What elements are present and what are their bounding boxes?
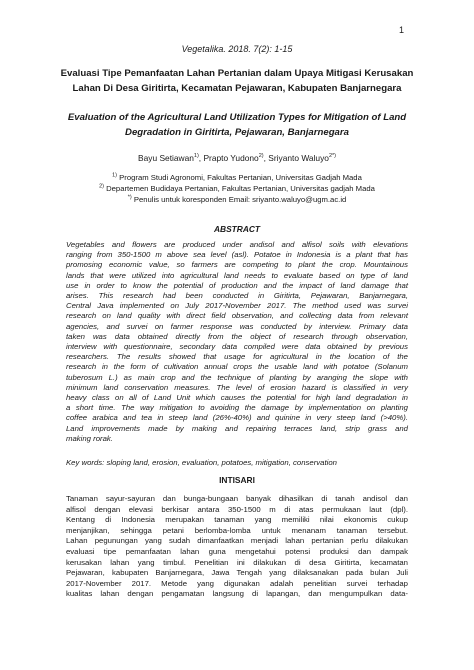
- author-list: Bayu Setiawan$^{1)}$, Prapto Yudono$^{2)}$, Sriyanto Waluyo$^{2*)}$: [138, 153, 336, 163]
- author-superscript: 2): [258, 153, 264, 160]
- affiliation-text: Departemen Budidaya Pertanian, Fakultas Pertanian, Universitas gadjah Mada: [106, 184, 375, 193]
- author-name: Bayu Setiawan: [138, 153, 194, 163]
- paragraph-line: menjanjikan, sehingga petani berlomba-lomba untuk menanam tanaman tersebut.: [66, 525, 408, 535]
- paragraph-line: tuberosum L.) as main crop and the technique of planting by aranging the slope with: [66, 372, 408, 382]
- keywords: Key words: sloping land, erosion, evaluation, potatoes, mitigation, conservation: [66, 458, 337, 467]
- paragraph-line: research on land quality with direct field observation, and collecting data from relevant: [66, 311, 408, 321]
- paragraph-line: Vegetables and flowers are produced under andisol and alfisol soils with elevations: [66, 240, 408, 249]
- intisari-body: [66, 494, 408, 600]
- abstract-heading: ABSTRACT: [213, 224, 261, 234]
- title-line: Degradation in Giritirta, Pejawaran, Banjarnegara: [125, 127, 349, 138]
- affiliation-line: [0, 194, 474, 205]
- affiliation-superscript: *): [127, 194, 132, 201]
- paragraph-line: evaluasi tipe pemanfaatan lahan guna mengetahui potensi produksi dan dampak: [66, 546, 408, 556]
- affiliation-line: [0, 172, 474, 183]
- paragraph-line: kualitas lahan dengan pengamatan langsung di lapangan, dan mengumpulkan data-: [66, 589, 408, 599]
- title-line: Lahan Di Desa Giritirta, Kecamatan Pejawaran, Kabupaten Banjarnegara: [72, 83, 402, 94]
- paragraph-line: arises. This research had been conducted in Giritirta, Pejawaran, Banjarnegara,: [66, 291, 408, 301]
- affiliation-superscript: 2): [99, 183, 104, 190]
- paragraph-line: researchers. The results showed that usage for agricultural in the location of the: [66, 352, 408, 362]
- paragraph-line: heavy class on all of Land Unit which causes the potential for high land degradation in: [66, 393, 408, 403]
- paragraph-line: coffee arabica and tea in steep land (26%-40%) and quinine in very steep land (>40%).: [66, 413, 408, 423]
- paragraph-line: Kentang di Indonesia merupakan tanaman yang memiliki nilai ekonomis cukup: [66, 515, 408, 525]
- affiliations: [0, 172, 474, 205]
- paragraph-line: taken was data obtained directly from the object of research through observation,: [66, 331, 408, 341]
- abstract-body: [66, 240, 408, 444]
- paragraph-line: Tanaman sayur-sayuran dan bunga-bungaan banyak dihasilkan di tanah andisol dan: [66, 494, 408, 503]
- journal-reference: Vegetalika. 2018. 7(2): 1-15: [181, 44, 293, 54]
- author-superscript: 2*): [328, 153, 336, 160]
- author-name: Sriyanto Waluyo: [268, 153, 329, 163]
- paragraph-line: alfisol dengan elevasi berkisar antara 350-1500 m di atas permukaan laut (dpl).: [66, 504, 408, 514]
- paragraph-line: ranging from 350-1500 m above sea level (asl). Potatoe in Indonesia is a plant that has: [66, 250, 408, 260]
- paragraph-line: kerusakan lahan yang timbul. Penelitian ini dilakukan di desa Giritirta, kecamatan: [66, 557, 408, 567]
- paragraph-line: promosing economic value, so farmers are competing to plant the crop. Mountainous: [66, 260, 408, 270]
- paragraph-line: 2017-November 2017. Metode yang digunakan adalah penelitian survei terhadap: [66, 578, 408, 588]
- author-superscript: 1): [193, 153, 199, 160]
- paragraph-line: making rorak.: [66, 433, 113, 443]
- paragraph-line: Central Java implemented on July 2017-November 2017. The method used was survei: [66, 301, 408, 311]
- title-line: Evaluation of the Agricultural Land Utilization Types for Mitigation of Land: [67, 112, 407, 123]
- paragraph-line: Land improvements made by making and repairing terraces land, strip grass and: [66, 423, 408, 433]
- paragraph-line: minimum land conservation measures. The level of erosion hazard is classified in very: [66, 382, 408, 392]
- paragraph-line: use in order to know the potential of production and the impact of land damage that: [66, 280, 408, 290]
- author-name: Prapto Yudono: [203, 153, 259, 163]
- title-indonesian: [55, 66, 419, 96]
- page-number: 1: [398, 25, 404, 35]
- affiliation-line: [0, 183, 474, 194]
- paragraph-line: Lahan pegunungan yang sudah dimanfaatkan menjadi lahan pertanian perlu dilakukan: [66, 536, 408, 546]
- title-line: Evaluasi Tipe Pemanfaatan Lahan Pertanian dalam Upaya Mitigasi Kerusakan: [60, 68, 414, 79]
- affiliation-text: Program Studi Agronomi, Fakultas Pertanian, Universitas Gadjah Mada: [119, 173, 362, 182]
- paragraph-line: research in the form of cultivation annual crops the usable land with potatoe (Solanum: [66, 362, 408, 372]
- title-english: [55, 110, 419, 140]
- paragraph-line: agencies, and survei on farmer response was conducted by interview. Primary data: [66, 321, 408, 331]
- intisari-heading: INTISARI: [219, 475, 255, 485]
- affiliation-text: Penulis untuk koresponden Email: sriyanto.waluyo@ugm.ac.id: [133, 195, 347, 204]
- paragraph-line: a short time. The way mitigation to avoiding the damage by implementation on planting: [66, 403, 408, 413]
- paragraph-line: lands that were utilized into agricultural land needs to evaluate based on type of land: [66, 270, 408, 280]
- paragraph-line: Pejawaran, kabupaten Banjarnegara, Jawa Tengah yang dilaksanakan pada bulan Juli: [66, 568, 408, 578]
- paragraph-line: interview with questionnaire, secondary data compiled were data obtained by previous: [66, 342, 408, 352]
- affiliation-superscript: 1): [112, 172, 118, 179]
